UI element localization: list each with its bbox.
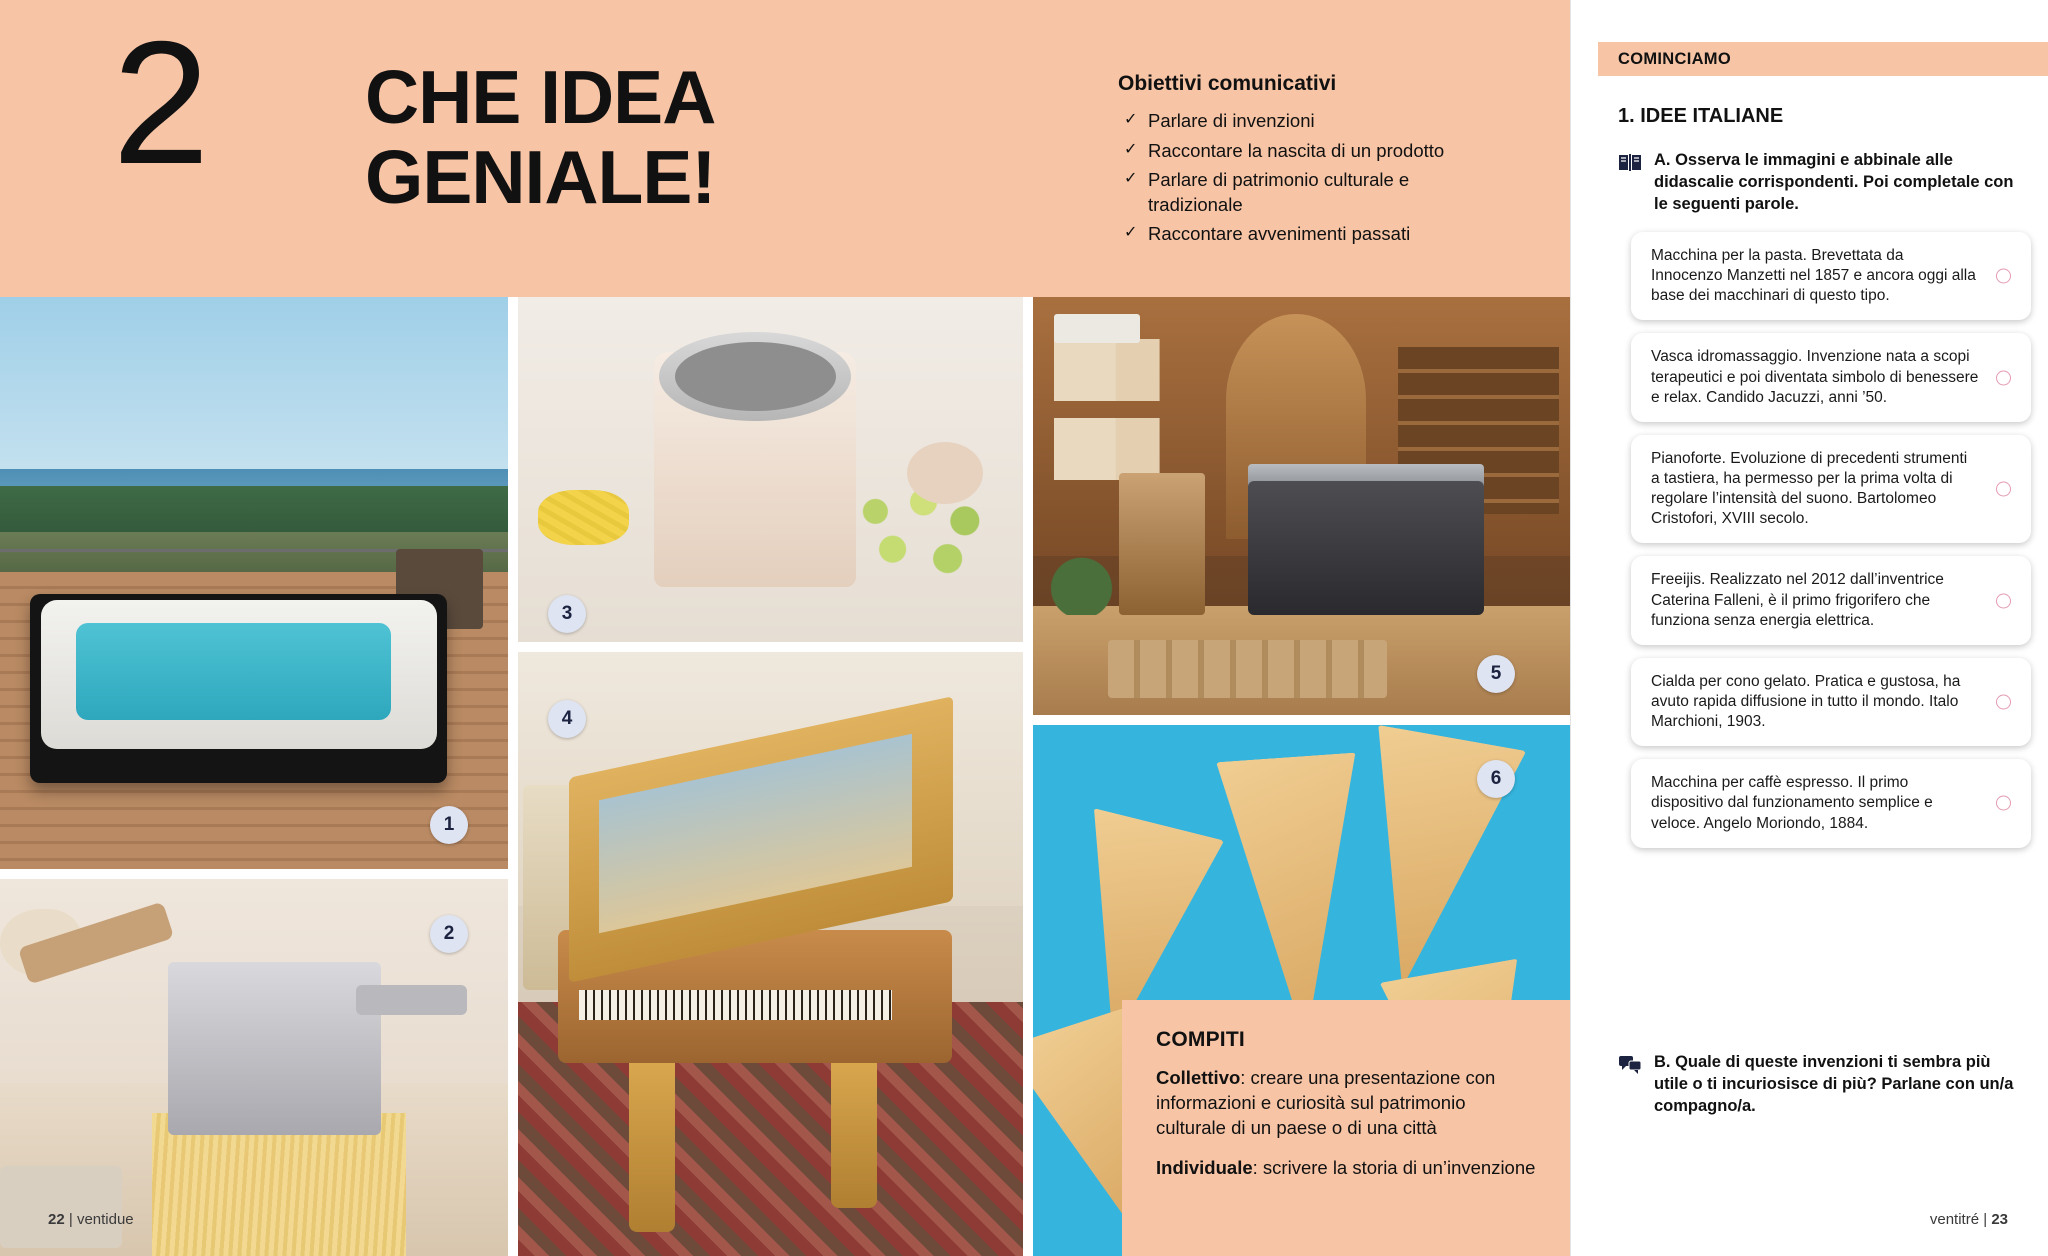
right-page [1570, 0, 2048, 1256]
objectives-block [1118, 72, 1498, 252]
task-a-text: A. Osserva le immagini e abbinale alle didascalie corrispondenti. Poi completale con le seguenti parole. [1654, 151, 2014, 213]
photo-badge-2: 2 [430, 915, 468, 953]
photo-badge-1: 1 [430, 806, 468, 844]
objectives-list [1118, 109, 1498, 247]
list-item[interactable] [1631, 556, 2031, 644]
list-item [1118, 139, 1498, 164]
folio-right-number: 23 [1991, 1211, 2008, 1228]
objectives-heading: Obiettivi comunicativi [1118, 72, 1337, 95]
objective-text: Raccontare avvenimenti passati [1148, 223, 1411, 245]
photo-jacuzzi [0, 297, 508, 869]
match-radio[interactable] [1996, 593, 2011, 608]
photo-badge-3: 3 [548, 595, 586, 633]
list-item[interactable] [1631, 333, 2031, 421]
section-banner-label: COMINCIAMO [1618, 49, 1731, 68]
task-b-text: B. Quale di queste invenzioni ti sembra più utile o ti incuriosisce di più? Parlane con un/a compagno/a. [1654, 1053, 2014, 1115]
caption-text: Cialda per cono gelato. Pratica e gustosa, ha avuto rapida diffusione in tutto il mondo. Italo Marchioni, 1903. [1651, 672, 1961, 731]
exercise-title: 1. IDEE ITALIANE [1618, 105, 1784, 127]
caption-text: Macchina per la pasta. Brevettata da Innocenzo Manzetti nel 1857 e ancora oggi alla base dei macchinari di questo tipo. [1651, 247, 1976, 305]
folio-right-word: ventitré [1929, 1211, 1980, 1228]
check-icon: ✓ [1124, 140, 1138, 158]
caption-text: Vasca idromassaggio. Invenzione nata a scopi terapeutici e poi diventata simbolo di benessere e relax. Candido Jacuzzi, anni ’50. [1651, 348, 1979, 406]
caption-cards [1631, 232, 2031, 861]
photo-badge-6: 6 [1477, 760, 1515, 798]
compiti-collective-label: Collettivo [1156, 1067, 1241, 1088]
chapter-number: 2 [112, 5, 206, 201]
speech-bubbles-icon [1618, 1052, 1642, 1118]
objective-text: Parlare di patrimonio culturale e tradizionale [1148, 169, 1410, 215]
caption-text: Freeijis. Realizzato nel 2012 dall’inventrice Caterina Falleni, è il primo frigorifero che funziona senza energia elettrica. [1651, 571, 1944, 629]
page-title: CHE IDEA GENIALE! [365, 55, 716, 219]
compiti-individual [1156, 1156, 1536, 1181]
compiti-individual-label: Individuale [1156, 1156, 1253, 1178]
compiti-heading: COMPITI [1156, 1028, 1245, 1051]
match-radio[interactable] [1996, 370, 2011, 385]
compiti-collective-text: : creare una presentazione con informazioni e curiosità sul patrimonio culturale di un paese o di una città [1156, 1067, 1496, 1138]
match-radio[interactable] [1996, 269, 2011, 284]
folio-left-word: ventidue [76, 1211, 134, 1228]
list-item[interactable] [1631, 232, 2031, 320]
list-item[interactable] [1631, 759, 2031, 847]
list-item[interactable] [1631, 435, 2031, 544]
photo-freeijis-fridge [518, 297, 1023, 642]
list-item [1118, 109, 1498, 134]
objective-text: Raccontare la nascita di un prodotto [1148, 139, 1445, 161]
folio-right-separator: | [1983, 1211, 1988, 1228]
match-radio[interactable] [1996, 482, 2011, 497]
compiti-box [1122, 1000, 1570, 1256]
check-icon: ✓ [1124, 224, 1138, 242]
match-radio[interactable] [1996, 796, 2011, 811]
photo-badge-4: 4 [548, 700, 586, 738]
task-a [1618, 150, 2018, 216]
folio-left [48, 1211, 134, 1228]
photo-piano [518, 652, 1023, 1256]
task-b [1618, 1052, 2018, 1118]
list-item [1118, 168, 1498, 217]
section-banner [1598, 42, 2048, 76]
check-icon: ✓ [1124, 111, 1138, 128]
photo-espresso-machine [1033, 297, 1570, 715]
folio-left-number: 22 [48, 1211, 65, 1228]
match-radio[interactable] [1996, 695, 2011, 710]
book-icon [1618, 150, 1642, 216]
list-item[interactable] [1631, 658, 2031, 746]
compiti-collective [1156, 1066, 1536, 1141]
list-item [1118, 222, 1498, 247]
compiti-individual-text: : scrivere la storia di un’invenzione [1252, 1156, 1536, 1178]
caption-text: Macchina per caffè espresso. Il primo dispositivo dal funzionamento semplice e veloce. Angelo Moriondo, 1884. [1651, 774, 1933, 832]
photo-badge-5: 5 [1477, 655, 1515, 693]
check-icon: ✓ [1124, 170, 1138, 188]
objective-text: Parlare di invenzioni [1148, 110, 1315, 131]
caption-text: Pianoforte. Evoluzione di precedenti strumenti a tastiera, ha permesso per la prima volta di regolare l’intensità del suono. Bartolomeo Cristofori, XVIII secolo. [1651, 449, 1968, 528]
folio-right [1930, 1211, 2008, 1228]
folio-left-separator: | [68, 1211, 73, 1228]
